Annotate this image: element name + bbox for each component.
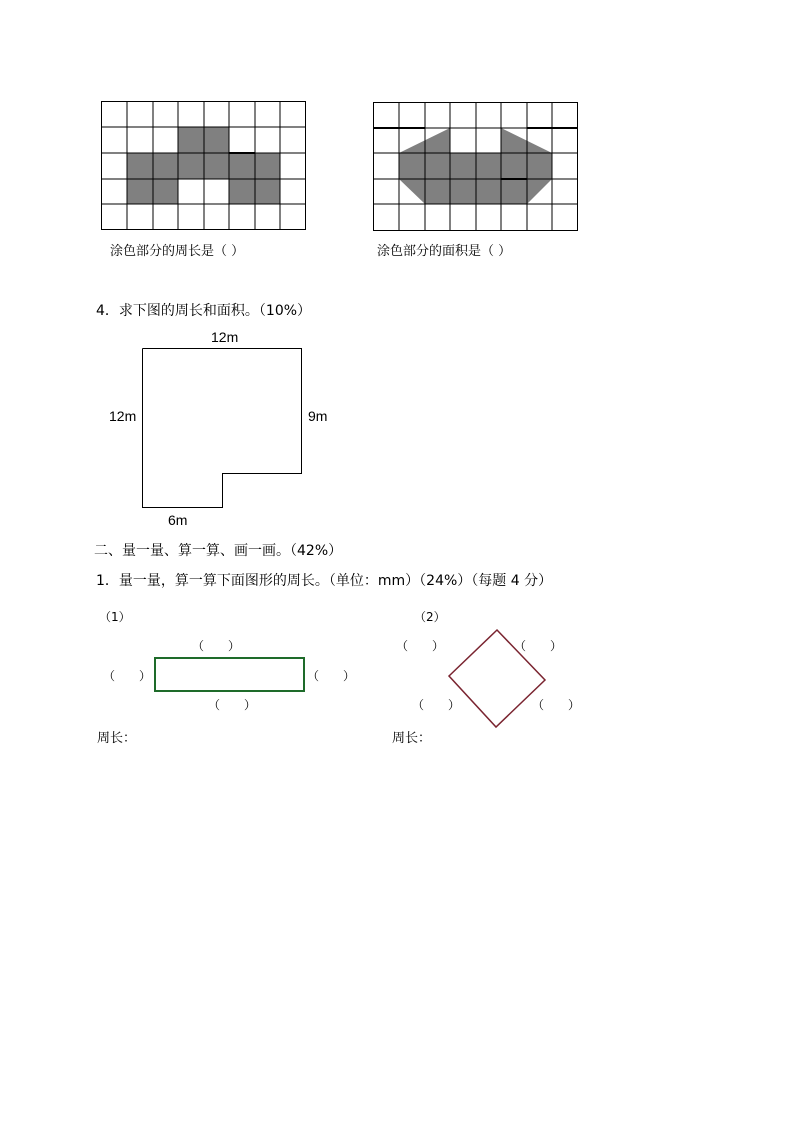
label-right: 9m (308, 408, 328, 424)
label-left: 12m (109, 408, 137, 424)
fig2-blank-bottom-right: （ ） (532, 698, 581, 712)
fig2-blank-top-left: （ ） (396, 639, 445, 653)
label-bottom: 6m (168, 512, 188, 528)
fig2-blank-bottom-left: （ ） (412, 698, 461, 712)
fig2-number: （2） (414, 610, 446, 624)
diamond-shape (449, 630, 545, 727)
fig1-blank-left: （ ） (103, 669, 152, 683)
fig1-blank-bottom: （ ） (208, 698, 257, 712)
q4-title: 4．求下图的周长和面积。（10%） (96, 303, 312, 319)
fig2-perimeter-label: 周长： (392, 731, 432, 746)
fig1-number: （1） (99, 610, 131, 624)
label-top: 12m (211, 329, 239, 345)
fig2-blank-top-right: （ ） (514, 639, 563, 653)
fig1-blank-right: （ ） (307, 669, 356, 683)
fig1-blank-top: （ ） (192, 639, 241, 653)
left-grid-caption: 涂色部分的周长是（ ） (110, 244, 245, 259)
fig1-perimeter-label: 周长： (97, 731, 137, 746)
section2-q1: 1．量一量，算一算下面图形的周长。（单位：mm）（24%）（每题 4 分） (96, 573, 553, 589)
section2-heading: 二、量一量、算一算、画一画。（42%） (94, 543, 343, 559)
right-grid-caption: 涂色部分的面积是（ ） (377, 244, 512, 259)
